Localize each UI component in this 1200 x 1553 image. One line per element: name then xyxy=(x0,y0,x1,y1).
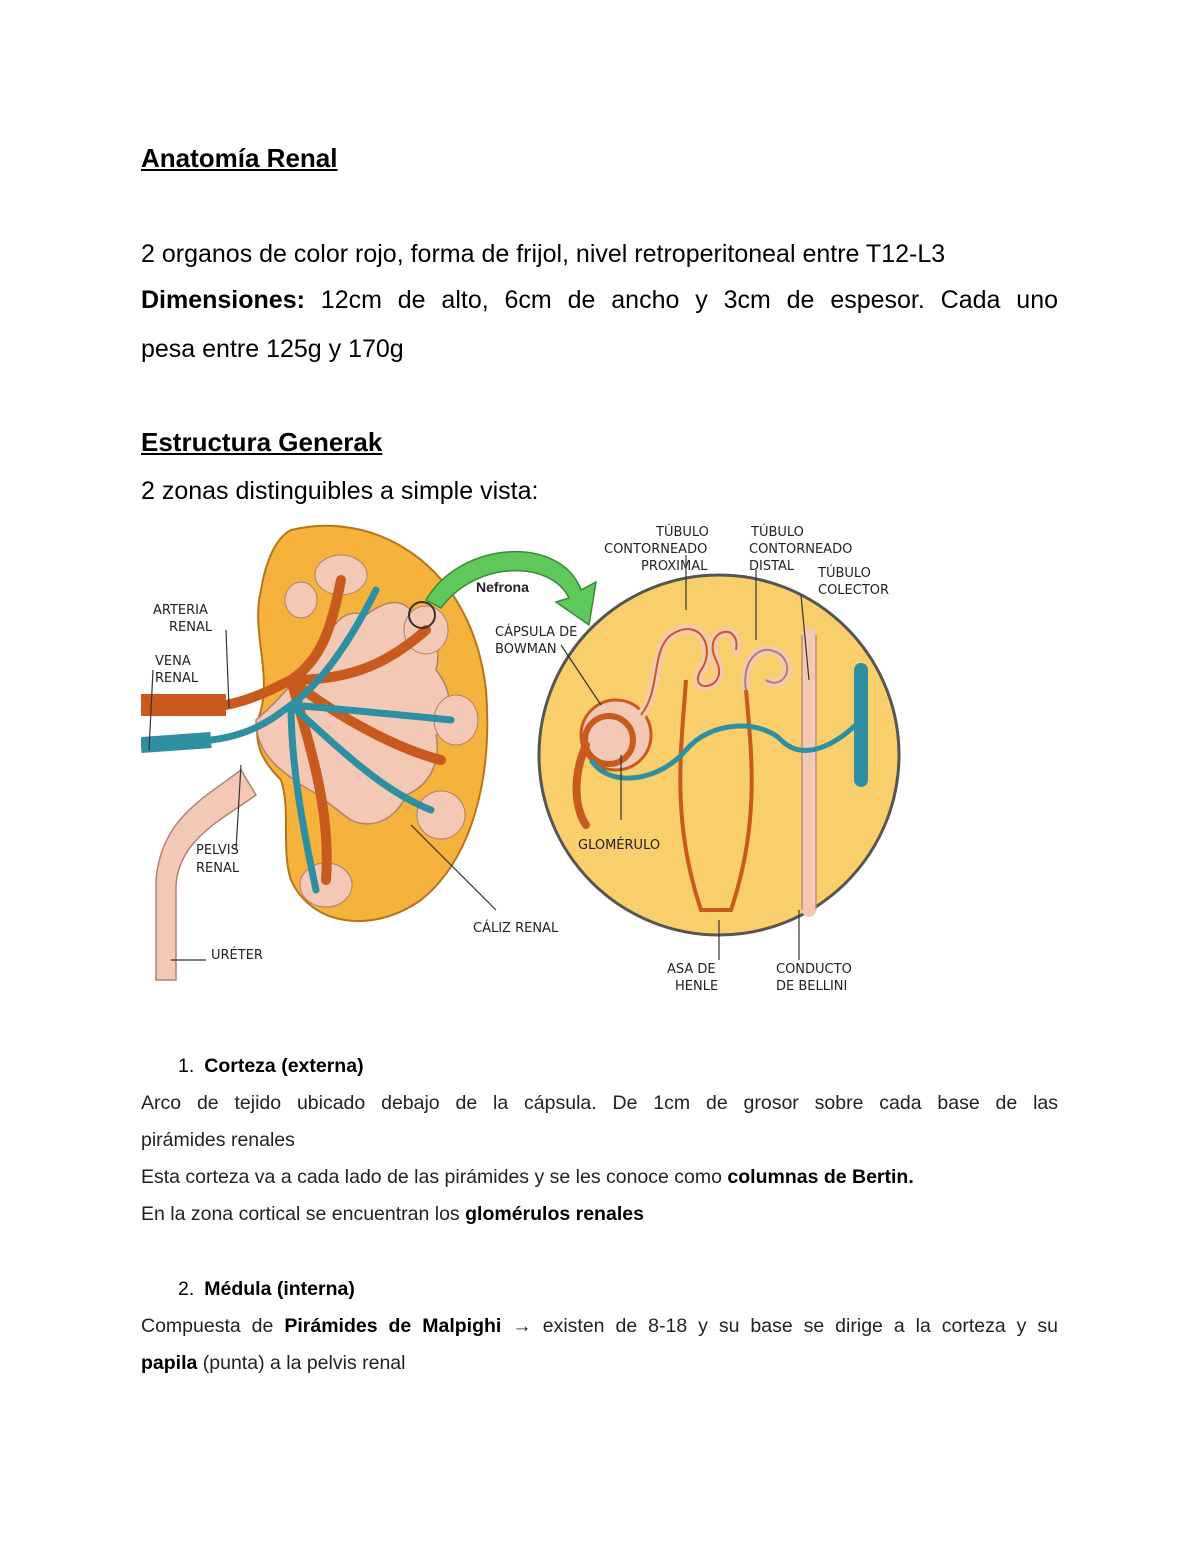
page-title: Anatomía Renal xyxy=(141,143,338,173)
label-vena-2: RENAL xyxy=(155,671,199,686)
label-asa-1: ASA DE xyxy=(667,962,716,977)
text: existen de 8-18 y su base se dirige a la corteza y su xyxy=(542,1315,1058,1337)
section-subtitle: 2 zonas distinguibles a simple vista: xyxy=(141,477,539,505)
intro-line: 2 organos de color rojo, forma de frijol, nivel retroperitoneal entre T12-L3 xyxy=(141,240,946,268)
dimensions-paragraph xyxy=(141,277,1058,324)
label-arteria-2: RENAL xyxy=(169,620,213,635)
list-item-medula xyxy=(178,1278,355,1301)
text: (punta) a la pelvis renal xyxy=(197,1352,406,1374)
list-item-corteza xyxy=(178,1055,364,1078)
label-tcp-1: TÚBULO xyxy=(656,525,709,540)
text: Compuesta de xyxy=(141,1315,285,1337)
corteza-paragraph-1a: Arco de tejido ubicado debajo de la cápsula. De 1cm de grosor sobre cada base de las xyxy=(141,1092,1058,1114)
dimensions-text: 12cm de alto, 6cm de ancho y 3cm de espesor. Cada uno xyxy=(304,286,1058,314)
label-pelvis-2: RENAL xyxy=(196,861,240,876)
label-caliz: CÁLIZ RENAL xyxy=(473,921,559,936)
medula-paragraph-1 xyxy=(141,1315,1058,1338)
list-number: 2. xyxy=(178,1278,195,1300)
text: Esta corteza va a cada lado de las pirámides y se les conoce como xyxy=(141,1166,728,1188)
text: En la zona cortical se encuentran los xyxy=(141,1203,466,1225)
bold-text: glomérulos renales xyxy=(465,1203,644,1225)
list-label: Médula (interna) xyxy=(204,1278,355,1300)
nephron-label: Nefrona xyxy=(476,579,529,595)
section-title: Estructura Generak xyxy=(141,427,383,457)
list-number: 1. xyxy=(178,1055,195,1077)
dimensions-text-2: pesa entre 125g y 170g xyxy=(141,335,404,363)
label-capsula-1: CÁPSULA DE xyxy=(495,625,578,640)
arrow-icon: → xyxy=(501,1315,543,1337)
bold-text: columnas de Bertin. xyxy=(727,1166,914,1188)
corteza-paragraph-1b: pirámides renales xyxy=(141,1129,295,1151)
label-tcol-1: TÚBULO xyxy=(818,566,871,581)
label-vena-1: VENA xyxy=(155,654,191,669)
label-pelvis-1: PELVIS xyxy=(196,843,239,858)
label-tcp-3: PROXIMAL xyxy=(641,559,708,574)
label-tcol-2: COLECTOR xyxy=(818,583,890,598)
list-label: Corteza (externa) xyxy=(204,1055,364,1077)
label-asa-2: HENLE xyxy=(675,979,719,994)
medula-paragraph-2 xyxy=(141,1352,405,1375)
bold-text: Pirámides de Malpighi xyxy=(284,1315,502,1337)
label-glomerulo: GLOMÉRULO xyxy=(578,838,661,853)
label-arteria-1: ARTERIA xyxy=(153,603,208,618)
label-capsula-2: BOWMAN xyxy=(495,642,557,657)
label-tcp-2: CONTORNEADO xyxy=(604,542,708,557)
label-tcd-3: DISTAL xyxy=(749,559,795,574)
corteza-paragraph-3 xyxy=(141,1203,644,1226)
dimensions-label: Dimensiones: xyxy=(141,286,305,314)
label-tcd-1: TÚBULO xyxy=(751,525,804,540)
bold-text: papila xyxy=(141,1352,198,1374)
label-conducto-2: DE BELLINI xyxy=(776,979,848,994)
kidney-nephron-diagram xyxy=(141,520,911,1000)
corteza-paragraph-2 xyxy=(141,1166,914,1189)
label-ureter: URÉTER xyxy=(211,948,263,963)
label-tcd-2: CONTORNEADO xyxy=(749,542,853,557)
label-conducto-1: CONDUCTO xyxy=(776,962,852,977)
